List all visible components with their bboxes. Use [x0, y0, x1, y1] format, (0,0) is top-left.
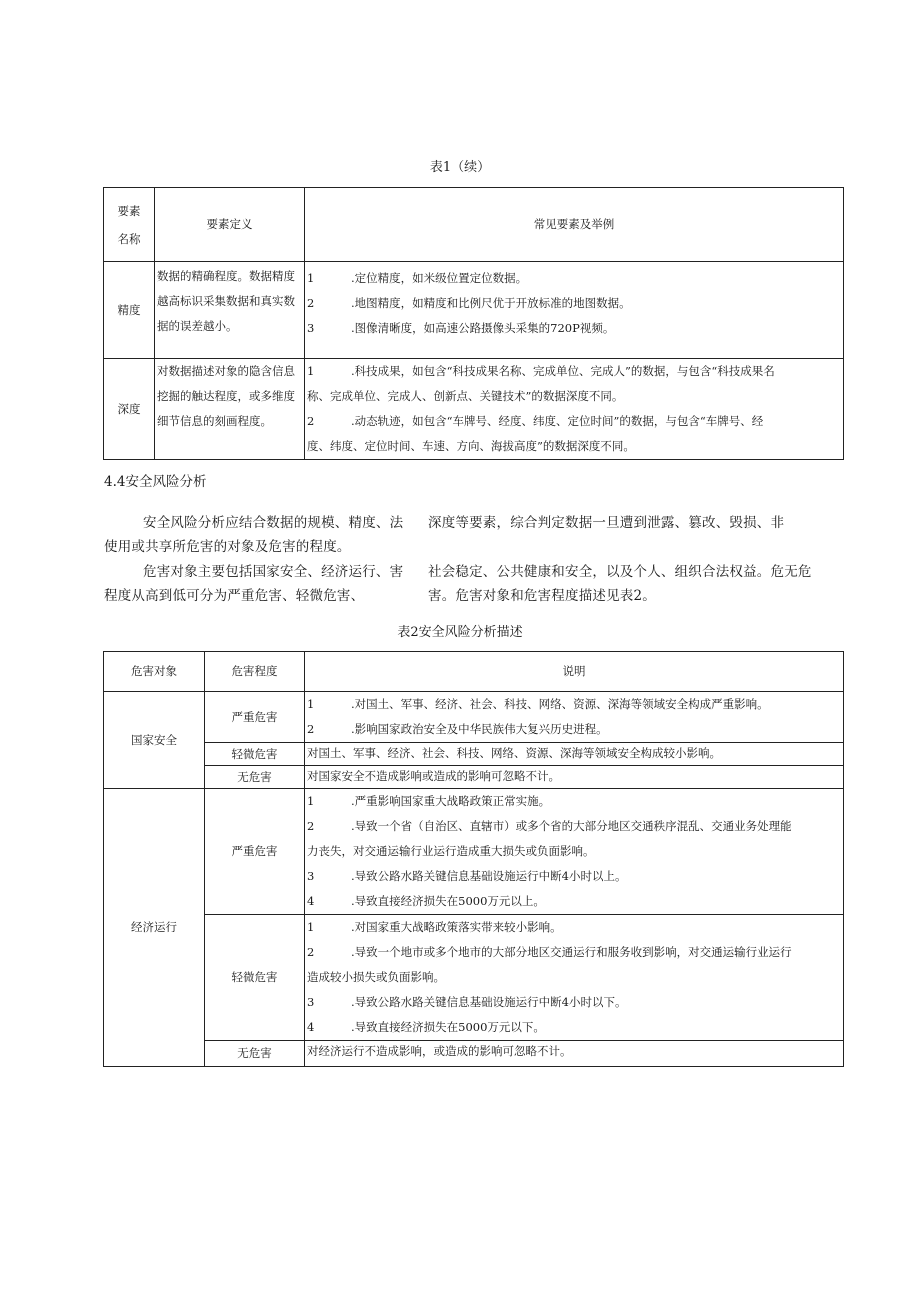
item-number: 3	[307, 869, 315, 883]
table2-header-description: 说明	[305, 652, 844, 692]
table1-header-examples: 常见要素及举例	[305, 188, 844, 262]
item-number: 2	[307, 296, 315, 310]
list-item	[307, 316, 841, 341]
item-number: 1	[307, 697, 315, 711]
list-item	[307, 359, 841, 384]
list-item	[307, 291, 841, 316]
item-text: .导致直接经济损失在5000万元以上。	[351, 894, 545, 908]
item-continuation: 称、完成单位、完成人、创新点、关键技术”的数据深度不同。	[307, 389, 624, 403]
element-name: 深度	[104, 359, 155, 460]
item-text: .导致直接经济损失在5000万元以下。	[351, 1020, 545, 1034]
table-row	[104, 743, 844, 766]
list-item	[307, 915, 841, 940]
list-item	[307, 409, 841, 434]
item-text: .导致公路水路关键信息基础设施运行中断4小时以下。	[351, 995, 627, 1009]
paragraph-2-part-b: 社会稳定、公共健康和安全，以及个人、组织合法权益。危无危	[428, 564, 812, 580]
item-text: .影响国家政治安全及中华民族伟大复兴历史进程。	[351, 722, 608, 736]
item-continuation: 力丧失，对交通运输行业运行造成重大损失或负面影响。	[307, 844, 595, 858]
list-item	[307, 940, 841, 965]
item-number: 1	[307, 364, 315, 378]
harm-description: 对国家安全不造成影响或造成的影响可忽略不计。	[305, 766, 844, 789]
harm-description	[305, 915, 844, 1041]
list-item	[307, 692, 841, 717]
harm-level: 轻微危害	[205, 743, 305, 766]
item-number: 1	[307, 794, 315, 808]
element-name: 精度	[104, 262, 155, 359]
paragraph-2-part-c: 程度从高到低可分为严重危害、轻微危害、	[104, 588, 365, 604]
table2	[103, 651, 844, 1067]
item-number: 2	[307, 945, 315, 959]
element-examples	[305, 262, 844, 359]
list-item	[307, 889, 841, 914]
table2-header-object: 危害对象	[104, 652, 205, 692]
harm-description	[305, 789, 844, 915]
item-text: .动态轨迹，如包含“车牌号、经度、纬度、定位时间”的数据，与包含“车牌号、经	[351, 414, 764, 428]
item-text: .严重影响国家重大战略政策正常实施。	[351, 794, 551, 808]
harm-level: 严重危害	[205, 692, 305, 743]
harm-level: 无危害	[205, 1041, 305, 1067]
harm-level: 轻微危害	[205, 915, 305, 1041]
table-row	[104, 915, 844, 1041]
element-definition: 对数据描述对象的隐含信息挖掘的触达程度，或多维度细节信息的刻画程度。	[155, 359, 305, 460]
list-item	[307, 789, 841, 814]
section-heading: 4.4安全风险分析	[104, 474, 207, 490]
list-item	[307, 990, 841, 1015]
item-text: .定位精度，如米级位置定位数据。	[351, 271, 528, 285]
table-row	[104, 789, 844, 915]
list-item	[307, 717, 841, 742]
list-item	[307, 266, 841, 291]
table1-header-row	[104, 188, 844, 262]
harm-description: 对经济运行不造成影响，或造成的影响可忽略不计。	[305, 1041, 844, 1067]
item-number: 2	[307, 722, 315, 736]
table1-caption: 表1（续）	[429, 160, 491, 175]
item-text: .对国土、军事、经济、社会、科技、网络、资源、深海等领域安全构成严重影响。	[351, 697, 769, 711]
item-number: 4	[307, 894, 315, 908]
item-text: .科技成果，如包含“科技成果名称、完成单位、完成人”的数据，与包含“科技成果名	[351, 364, 775, 378]
table1-header-definition: 要素定义	[155, 188, 305, 262]
paragraph-1-part-b: 深度等要素，综合判定数据一旦遭到泄露、篡改、毁损、非	[428, 515, 785, 531]
item-number: 3	[307, 995, 315, 1009]
item-number: 3	[307, 321, 315, 335]
paragraph-1-part-c: 使用或共享所危害的对象及危害的程度。	[104, 539, 351, 555]
table-row	[104, 766, 844, 789]
item-text: .导致一个地市或多个地市的大部分地区交通运行和服务收到影响，对交通运输行业运行	[351, 945, 792, 959]
paragraph-1-part-a: 安全风险分析应结合数据的规模、精度、法	[143, 515, 404, 531]
harm-object-economy: 经济运行	[104, 789, 205, 1067]
table-row	[104, 262, 844, 359]
list-item	[307, 1015, 841, 1040]
harm-level: 无危害	[205, 766, 305, 789]
harm-level: 严重危害	[205, 789, 305, 915]
table-row	[104, 1041, 844, 1067]
header-name-text: 要素 名称	[117, 203, 141, 246]
table2-header-level: 危害程度	[205, 652, 305, 692]
paragraph-2-part-d: 害。危害对象和危害程度描述见表2。	[428, 588, 656, 604]
table2-header-row	[104, 652, 844, 692]
item-text: .导致公路水路关键信息基础设施运行中断4小时以上。	[351, 869, 627, 883]
table1	[103, 187, 844, 460]
item-text: .对国家重大战略政策落实带来较小影响。	[351, 920, 562, 934]
element-examples	[305, 359, 844, 460]
harm-object-national: 国家安全	[104, 692, 205, 789]
harm-description	[305, 692, 844, 743]
item-text: .导致一个省（自治区、直辖市）或多个省的大部分地区交通秩序混乱、交通业务处理能	[351, 819, 792, 833]
harm-description: 对国土、军事、经济、社会、科技、网络、资源、深海等领域安全构成较小影响。	[305, 743, 844, 766]
list-item	[307, 814, 841, 839]
item-number: 2	[307, 414, 315, 428]
item-number: 1	[307, 271, 315, 285]
paragraph-2-part-a: 危害对象主要包括国家安全、经济运行、害	[143, 564, 404, 580]
item-number: 2	[307, 819, 315, 833]
item-text: .图像清晰度，如高速公路摄像头采集的720P视频。	[351, 321, 615, 335]
table2-caption: 表2安全风险分析描述	[397, 625, 523, 640]
element-definition: 数据的精确程度。数据精度越高标识采集数据和真实数据的误差越小。	[155, 262, 305, 359]
item-number: 1	[307, 920, 315, 934]
item-continuation: 造成较小损失或负面影响。	[307, 970, 445, 984]
item-continuation: 度、纬度、定位时间、车速、方向、海拔高度”的数据深度不同。	[307, 439, 635, 453]
table-row	[104, 692, 844, 743]
table1-header-name	[104, 188, 155, 262]
item-text: .地图精度，如精度和比例尺优于开放标准的地图数据。	[351, 296, 631, 310]
table-row	[104, 359, 844, 460]
item-number: 4	[307, 1020, 315, 1034]
list-item	[307, 864, 841, 889]
